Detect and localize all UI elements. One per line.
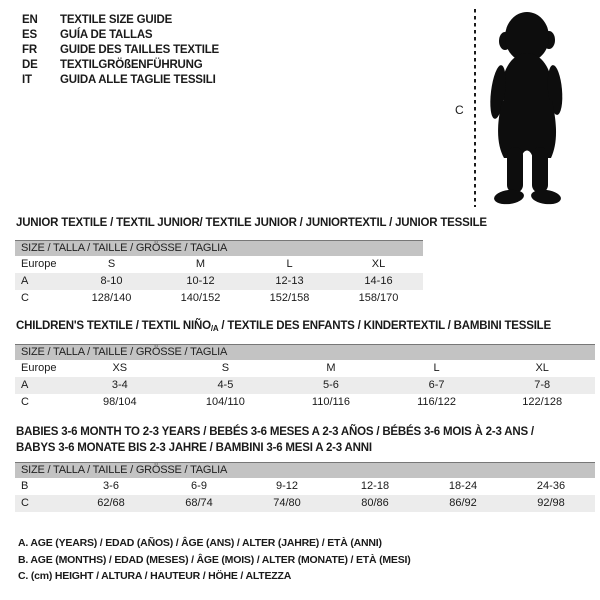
language-list (22, 13, 219, 88)
cell: XL (371, 258, 386, 270)
cell: 24-36 (536, 480, 566, 492)
babies-size-table (15, 462, 595, 512)
table-row (15, 394, 595, 411)
language-row-es (22, 28, 219, 43)
size-header-row (15, 241, 423, 257)
table-row (15, 495, 595, 512)
cell: 128/140 (91, 292, 132, 304)
language-code: DE (22, 59, 38, 71)
cell: 9-12 (275, 480, 299, 492)
cell: 14-16 (364, 275, 393, 287)
cell: 110/116 (311, 396, 351, 408)
table-row (15, 273, 423, 290)
cell: 158/170 (358, 292, 399, 304)
row-label: C (21, 292, 29, 304)
cell: L (286, 258, 293, 270)
language-code: FR (22, 44, 37, 56)
title-text: / TEXTILE DES ENFANTS / KINDERTEXTIL / BAMBINI TESSILE (218, 320, 551, 332)
cell: 86/92 (449, 497, 477, 509)
footnote-c: C. (cm) HEIGHT / ALTURA / HAUTEUR / HÖHE / ALTEZZA (18, 570, 292, 582)
cell: 104/110 (205, 396, 245, 408)
cell: 140/152 (180, 292, 221, 304)
cell: 6-9 (191, 480, 207, 492)
cell: 92/98 (537, 497, 565, 509)
language-label: GUIDE DES TAILLES TEXTILE (60, 44, 219, 56)
toddler-silhouette-icon (483, 9, 571, 207)
babies-table-title (16, 424, 534, 456)
cell: 18-24 (448, 480, 478, 492)
title-line-2: BABYS 3-6 MONATE BIS 2-3 JAHRE / BAMBINI 3-6 MESI A 2-3 ANNI (16, 442, 372, 454)
size-header-cell: SIZE / TALLA / TAILLE / GRÖSSE / TAGLIA (15, 241, 423, 257)
cell: 3-6 (103, 480, 119, 492)
language-row-fr (22, 43, 219, 58)
title-line-1: BABIES 3-6 MONTH TO 2-3 YEARS / BEBÉS 3-6 MESES A 2-3 AÑOS / BÉBÉS 3-6 MOIS À 2-3 ANS / (16, 426, 534, 438)
cell: XL (535, 362, 549, 374)
cell: 122/128 (522, 396, 563, 408)
cell: XS (112, 362, 128, 374)
cell: 12-18 (360, 480, 390, 492)
cell: 6-7 (428, 379, 445, 391)
language-code: EN (22, 14, 38, 26)
language-code: ES (22, 29, 37, 41)
cell: L (433, 362, 440, 374)
row-label: Europe (21, 258, 57, 270)
row-label: A (21, 379, 29, 391)
table-row (15, 256, 423, 273)
title-subscript: /A (210, 324, 219, 333)
language-row-it (22, 73, 219, 88)
language-label: GUIDA ALLE TAGLIE TESSILI (60, 74, 216, 86)
cell: 68/74 (185, 497, 213, 509)
title-text: CHILDREN'S TEXTILE / TEXTIL NIÑO (16, 320, 211, 332)
cell: S (107, 258, 116, 270)
cell: M (326, 362, 336, 374)
language-label: TEXTILGRÖßENFÜHRUNG (60, 59, 203, 71)
children-table-title (16, 320, 551, 335)
table-row (15, 290, 423, 307)
row-label: Europe (21, 362, 57, 374)
cell: 3-4 (111, 379, 128, 391)
cell: 10-12 (186, 275, 215, 287)
junior-table-title: JUNIOR TEXTILE / TEXTIL JUNIOR/ TEXTILE JUNIOR / JUNIORTEXTIL / JUNIOR TESSILE (16, 217, 487, 229)
footnote-a: A. AGE (YEARS) / EDAD (AÑOS) / ÂGE (ANS) / ALTER (JAHRE) / ETÀ (ANNI) (18, 537, 382, 549)
size-header-cell: SIZE / TALLA / TAILLE / GRÖSSE / TAGLIA (15, 345, 595, 361)
row-label: C (21, 497, 29, 509)
language-label: TEXTILE SIZE GUIDE (60, 14, 173, 26)
cell: M (195, 258, 206, 270)
children-size-table (15, 344, 595, 411)
table-row (15, 377, 595, 394)
junior-size-table (15, 240, 423, 307)
cell: 152/158 (269, 292, 310, 304)
table-row (15, 478, 595, 495)
cell: 80/86 (361, 497, 389, 509)
size-header-row (15, 345, 595, 361)
cell: 5-6 (323, 379, 339, 391)
cell: 8-10 (100, 275, 123, 287)
footnotes (18, 535, 411, 585)
cell: 74/80 (273, 497, 301, 509)
row-label: C (21, 396, 29, 408)
cell: 12-13 (275, 275, 304, 287)
row-label: A (21, 275, 29, 287)
cell: 116/122 (417, 396, 457, 408)
cell: 98/104 (102, 396, 137, 408)
size-header-cell: SIZE / TALLA / TAILLE / GRÖSSE / TAGLIA (15, 463, 595, 479)
cell: 4-5 (217, 379, 234, 391)
height-measure-label: C (455, 103, 464, 117)
language-code: IT (22, 74, 32, 86)
language-row-en (22, 13, 219, 28)
cell: S (221, 362, 230, 374)
cell: 62/68 (97, 497, 125, 509)
row-label: B (21, 480, 29, 492)
cell: 7-8 (534, 379, 551, 391)
table-row (15, 360, 595, 377)
language-label: GUÍA DE TALLAS (60, 29, 153, 41)
height-measure-dotted-line (474, 9, 476, 207)
language-row-de (22, 58, 219, 73)
size-header-row (15, 463, 595, 479)
footnote-b: B. AGE (MONTHS) / EDAD (MESES) / ÂGE (MOIS) / ALTER (MONATE) / ETÀ (MESI) (18, 553, 411, 566)
